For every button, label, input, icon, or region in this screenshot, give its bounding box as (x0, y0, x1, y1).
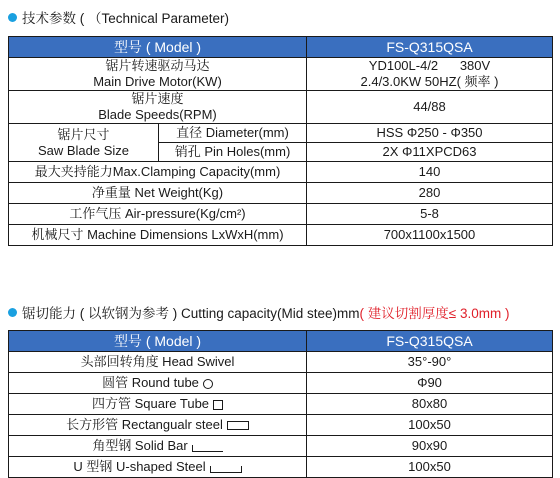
pin-holes-label: 销孔 Pin Holes(mm) (159, 143, 307, 162)
table-row (9, 58, 553, 91)
row-label-text: U 型钢 U-shaped Steel (73, 459, 206, 474)
value-line-2: 2.4/3.0KW 50HZ( 频率 ) (360, 74, 499, 89)
diameter-value: HSS Φ250 - Φ350 (307, 124, 553, 143)
saw-blade-size-label (9, 124, 159, 162)
machine-dimensions-value: 700x1100x1500 (307, 225, 553, 246)
air-pressure-label: 工作气压 Air-pressure(Kg/cm²) (9, 204, 307, 225)
circle-icon (203, 379, 213, 389)
table-row (9, 373, 553, 394)
table-row (9, 204, 553, 225)
clamping-capacity-value: 140 (307, 162, 553, 183)
angle-icon (192, 445, 223, 452)
cutting-capacity-title (8, 302, 509, 322)
head-swivel-value: 35°-90° (307, 352, 553, 373)
clamping-capacity-label: 最大夹持能力Max.Clamping Capacity(mm) (9, 162, 307, 183)
blade-speeds-label (9, 91, 307, 124)
main-drive-motor-value (307, 58, 553, 91)
label-cn: 锯片尺寸 (57, 126, 110, 142)
u-shaped-steel-value: 100x50 (307, 457, 553, 478)
pin-holes-value: 2X Φ11XPCD63 (307, 143, 553, 162)
row-label-text: 头部回转角度 Head Swivel (80, 354, 235, 369)
head-swivel-label (9, 352, 307, 373)
main-drive-motor-label (9, 58, 307, 91)
channel-icon (210, 466, 242, 473)
machine-dimensions-label: 机械尺寸 Machine Dimensions LxWxH(mm) (9, 225, 307, 246)
net-weight-value: 280 (307, 183, 553, 204)
air-pressure-value: 5-8 (307, 204, 553, 225)
model-header-label: 型号 ( Model ) (9, 37, 307, 58)
section-title-text: 技术参数 ( （Technical Parameter) (22, 11, 230, 26)
table-row (9, 352, 553, 373)
table-header-row (9, 331, 553, 352)
bullet-icon (8, 13, 17, 22)
solid-bar-label (9, 436, 307, 457)
technical-parameter-table (8, 36, 553, 246)
square-icon (213, 400, 223, 410)
model-header-value: FS-Q315QSA (307, 37, 553, 58)
square-tube-value: 80x80 (307, 394, 553, 415)
blade-speeds-value: 44/88 (307, 91, 553, 124)
table-row (9, 91, 553, 124)
rectangular-steel-value: 100x50 (307, 415, 553, 436)
section-title-text: 锯切能力 ( 以软钢为参考 ) Cutting capacity(Mid stee)mm (22, 306, 360, 321)
row-label-text: 角型钢 Solid Bar (92, 438, 188, 453)
table-row (9, 225, 553, 246)
label-cn: 锯片速度 (131, 91, 184, 106)
row-label-text: 圆管 Round tube (102, 375, 199, 390)
table-row (9, 162, 553, 183)
label-en: Main Drive Motor(KW) (93, 74, 222, 89)
table-header-row (9, 37, 553, 58)
label-cn: 锯片转速驱动马达 (105, 58, 210, 73)
round-tube-value: Φ90 (307, 373, 553, 394)
rectangle-icon (227, 421, 249, 430)
label-en: Blade Speeds(RPM) (98, 107, 217, 122)
row-label-text: 四方管 Square Tube (91, 396, 210, 411)
recommended-thickness-hint: ( 建议切割厚度≤ 3.0mm ) (359, 306, 510, 321)
net-weight-label: 净重量 Net Weight(Kg) (9, 183, 307, 204)
value-line-1: YD100L-4/2 380V (368, 58, 491, 73)
table-row (9, 183, 553, 204)
table-row (9, 394, 553, 415)
label-en: Saw Blade Size (37, 142, 130, 158)
round-tube-label (9, 373, 307, 394)
solid-bar-value: 90x90 (307, 436, 553, 457)
model-header-value: FS-Q315QSA (307, 331, 553, 352)
table-row (9, 124, 553, 143)
square-tube-label (9, 394, 307, 415)
table-row (9, 415, 553, 436)
model-header-label: 型号 ( Model ) (9, 331, 307, 352)
table-row (9, 457, 553, 478)
table-row (9, 436, 553, 457)
cutting-capacity-table (8, 330, 553, 478)
diameter-label: 直径 Diameter(mm) (159, 124, 307, 143)
u-shaped-steel-label (9, 457, 307, 478)
technical-parameter-title (8, 7, 229, 27)
rectangular-steel-label (9, 415, 307, 436)
bullet-icon (8, 308, 17, 317)
row-label-text: 长方形管 Rectangualr steel (66, 417, 223, 432)
